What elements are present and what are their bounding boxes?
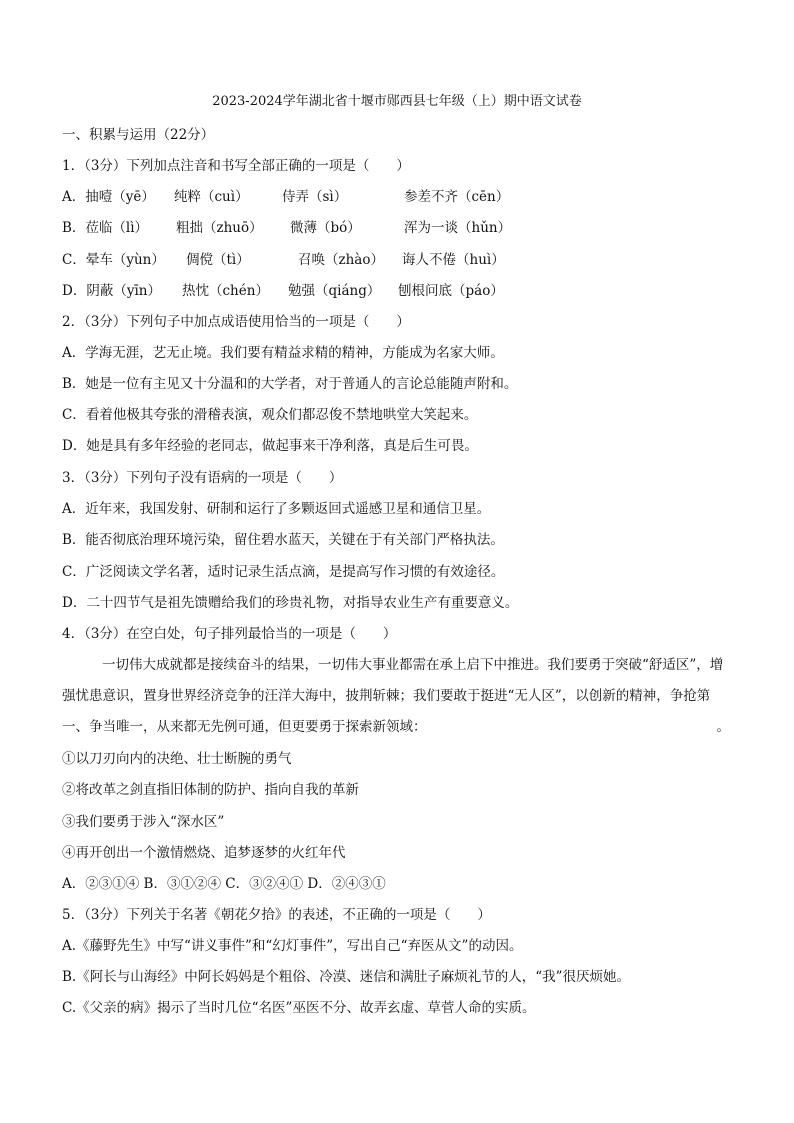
option-term: 纯粹（cuì） [174, 189, 249, 205]
passage-end: 。 [716, 719, 730, 735]
question-4-sentence-3: ③我们要勇于涉入“深水区” [62, 814, 225, 830]
question-5-option-b: B.《阿长与山海经》中阿长妈妈是个粗俗、冷漠、迷信和满肚子麻烦礼节的人，“我”很厌烦她。 [62, 969, 631, 985]
question-2-option-a: A．学海无涯，艺无止境。我们要有精益求精的精神，方能成为名家大师。 [62, 345, 504, 361]
passage-text: 一切伟大成就都是接续奋斗的结果，一切伟大事业都需在承上启下中推进。我们要勇于突破“舒适区”，增强忧患意识，置身世界经济竞争的汪洋大海中，披荆斩棘；我们要敢于挺进“无人区”，以创新的精神，争抢第一、争当唯一，从来都无先例可通，但更要勇于探索新领域： [62, 657, 724, 735]
option-term: 倜傥（tì） [186, 252, 250, 268]
option-term: 微薄（bó） [290, 220, 361, 236]
option-term: 粗拙（zhuō） [176, 220, 263, 236]
question-4-sentence-2: ②将改革之剑直指旧体制的防护、指向自我的革新 [62, 782, 359, 798]
option-term: 热忱（chén） [182, 283, 269, 299]
option-term: 刨根问底（páo） [398, 283, 504, 299]
question-1-option-b [62, 219, 511, 237]
option-term: A．抽噎（yē） [62, 189, 155, 205]
question-1-option-a [62, 188, 509, 206]
question-3-option-a: A．近年来，我国发射、研制和运行了多颗返回式遥感卫星和通信卫星。 [62, 501, 491, 517]
question-1-option-c [62, 251, 505, 269]
question-1-option-d [62, 282, 504, 300]
option-term: 浑为一谈（hǔn） [404, 220, 512, 236]
answer-blank [427, 730, 717, 731]
option-term: 参差不齐（cēn） [404, 189, 510, 205]
question-4-sentence-4: ④再开创出一个激情燃烧、追梦逐梦的火红年代 [62, 845, 346, 861]
question-3-option-d: D．二十四节气是祖先馈赠给我们的珍贵礼物，对指导农业生产有重要意义。 [62, 595, 519, 611]
exam-title: 2023-2024学年湖北省十堰市郧西县七年级（上）期中语文试卷 [212, 94, 582, 109]
option-term: 勉强（qiáng） [288, 283, 381, 299]
question-1-stem: 1．（3分）下列加点注音和书写全部正确的一项是（ ） [62, 158, 410, 174]
option-term: C．晕车（yùn） [62, 252, 165, 268]
question-3-option-b: B．能否彻底治理环境污染，留住碧水蓝天，关键在于有关部门严格执法。 [62, 532, 504, 548]
question-2-stem: 2．（3分）下列句子中加点成语使用恰当的一项是（ ） [62, 314, 410, 330]
option-term: B．莅临（lì） [62, 220, 149, 236]
question-5-stem: 5．（3分）下列关于名著《朝花夕拾》的表述，不正确的一项是（ ） [62, 907, 491, 923]
option-term: D．阴蔽（yīn） [62, 283, 161, 299]
question-3-stem: 3．（3分）下列句子没有语病的一项是（ ） [62, 470, 343, 486]
option-term: 侍弄（sì） [282, 189, 348, 205]
question-4-options: A．②③①④ B．③①②④ C．③②④① D．②④③① [62, 876, 386, 892]
question-3-option-c: C．广泛阅读文学名著，适时记录生活点滴，是提高写作习惯的有效途径。 [62, 564, 505, 580]
question-4-sentence-1: ①以刀刃向内的决绝、壮士断腕的勇气 [62, 751, 292, 767]
question-2-option-c: C．看着他极其夸张的滑稽表演，观众们都忍俊不禁地哄堂大笑起来。 [62, 407, 478, 423]
question-2-option-d: D．她是具有多年经验的老同志，做起事来干净利落，真是后生可畏。 [62, 438, 478, 454]
question-2-option-b: B．她是一位有主见又十分温和的大学者，对于普通人的言论总能随声附和。 [62, 376, 518, 392]
section-heading: 一、积累与运用（22分） [62, 127, 215, 143]
option-term: 诲人不倦（huì） [402, 252, 505, 268]
question-5-option-a: A.《藤野先生》中写“讲义事件”和“幻灯事件”，写出自己“弃医从文”的动因。 [62, 938, 523, 954]
question-4-passage [62, 650, 734, 743]
option-term: 召唤（zhào） [298, 252, 384, 268]
question-4-stem: 4．（3分）在空白处，句子排列最恰当的一项是（ ） [62, 626, 397, 642]
question-5-option-c: C.《父亲的病》揭示了当时几位“名医”巫医不分、故弄玄虚、草菅人命的实质。 [62, 1000, 536, 1016]
